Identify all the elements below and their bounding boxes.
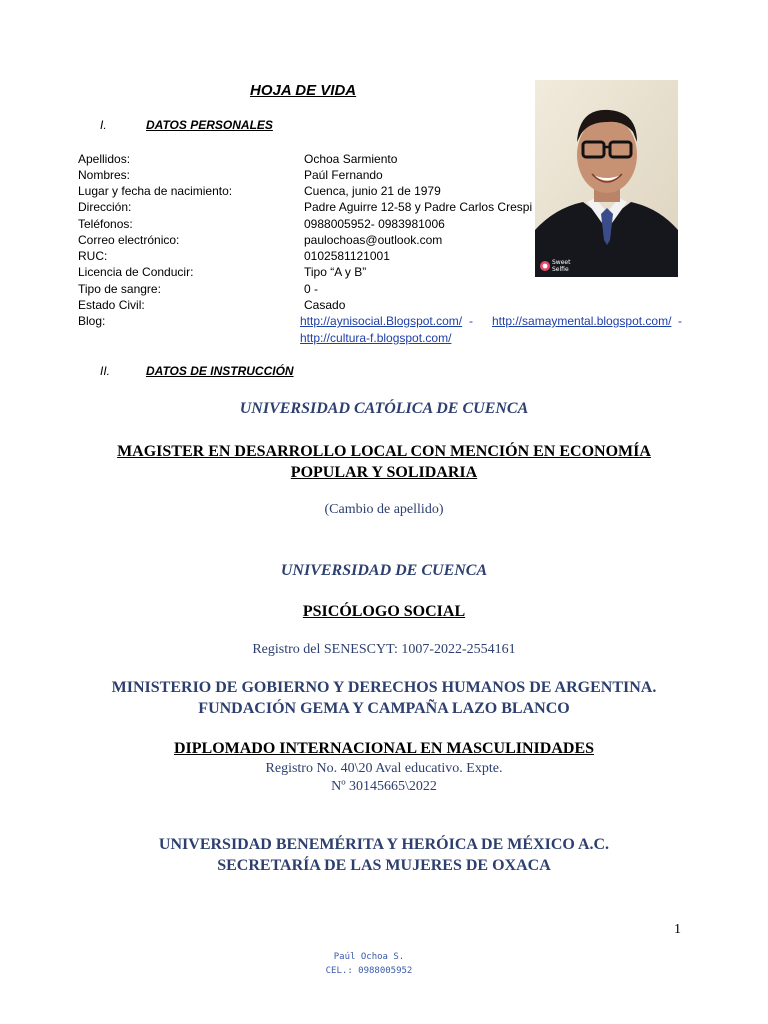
page-title: HOJA DE VIDA	[250, 82, 357, 99]
field-value: Casado	[304, 298, 346, 312]
field-label: Licencia de Conducir:	[78, 265, 194, 279]
blog-link-aynisocial[interactable]: http://aynisocial.Blogspot.com/	[300, 314, 463, 328]
university-cuenca: UNIVERSIDAD DE CUENCA	[280, 562, 488, 579]
field-label: Estado Civil:	[78, 298, 145, 312]
field-label: Nombres:	[78, 168, 131, 182]
field-value: Ochoa Sarmiento	[304, 152, 398, 166]
photo-badge-line1: Sweet	[552, 259, 571, 266]
field-value: Paúl Fernando	[304, 168, 383, 182]
field-value: Cuenca, junio 21 de 1979	[304, 184, 441, 198]
field-label: RUC:	[78, 249, 108, 263]
photo-badge-line2: Selfie	[552, 266, 569, 273]
blog-link-cultura[interactable]: http://cultura-f.blogspot.com/	[300, 331, 452, 345]
section-2-number: II.	[100, 364, 111, 378]
institution-ministerio-line2: FUNDACIÓN GEMA Y CAMPAÑA LAZO BLANCO	[198, 700, 570, 717]
note-surname-change: (Cambio de apellido)	[324, 502, 444, 517]
degree-magister-line1: MAGISTER EN DESARROLLO LOCAL CON MENCIÓN EN ECONOMÍA	[117, 443, 651, 460]
field-label: Tipo de sangre:	[78, 282, 161, 296]
field-label: Teléfonos:	[78, 217, 133, 231]
field-label: Lugar y fecha de nacimiento:	[78, 184, 233, 198]
profile-photo	[535, 80, 678, 277]
field-value: 0102581121001	[304, 249, 390, 263]
footer-name: Paúl Ochoa S.	[333, 952, 405, 962]
degree-psicologo-social: PSICÓLOGO SOCIAL	[302, 603, 466, 620]
institution-ministerio-line1: MINISTERIO DE GOBIERNO Y DERECHOS HUMANOS DE ARGENTINA.	[111, 679, 657, 696]
diplomado-registration-line2: Nº 30145665\2022	[331, 779, 437, 794]
page-number: 1	[674, 922, 681, 937]
field-value: Padre Aguirre 12-58 y Padre Carlos Crespi	[304, 200, 533, 214]
field-label: Blog:	[78, 314, 106, 328]
link-separator: -	[469, 314, 473, 328]
field-value: 0988005952- 0983981006	[304, 217, 445, 231]
university-catolica-cuenca: UNIVERSIDAD CATÓLICA DE CUENCA	[239, 400, 529, 417]
degree-magister-line2: POPULAR Y SOLIDARIA	[290, 464, 478, 481]
institution-benemerita-line2: SECRETARÍA DE LAS MUJERES DE OXACA	[217, 857, 551, 874]
section-2-title: DATOS DE INSTRUCCIÓN	[146, 364, 294, 378]
field-label: Dirección:	[78, 200, 132, 214]
blog-link-samaymental[interactable]: http://samaymental.blogspot.com/	[492, 314, 672, 328]
degree-diplomado: DIPLOMADO INTERNACIONAL EN MASCULINIDADES	[173, 740, 595, 757]
field-value: Tipo “A y B”	[304, 265, 367, 279]
field-label: Apellidos:	[78, 152, 131, 166]
field-value: paulochoas@outlook.com	[304, 233, 443, 247]
institution-benemerita-line1: UNIVERSIDAD BENEMÉRITA Y HERÓICA DE MÉXICO A.C.	[158, 836, 610, 853]
section-1-number: I.	[100, 118, 107, 132]
diplomado-registration-line1: Registro No. 40\20 Aval educativo. Expte.	[265, 761, 503, 776]
footer-phone: CEL.: 0988005952	[325, 966, 413, 976]
field-label: Correo electrónico:	[78, 233, 180, 247]
field-value: 0 -	[304, 282, 319, 296]
senescyt-registration: Registro del SENESCYT: 1007-2022-2554161	[252, 642, 516, 657]
section-1-title: DATOS PERSONALES	[146, 118, 273, 132]
link-separator: -	[678, 314, 682, 328]
